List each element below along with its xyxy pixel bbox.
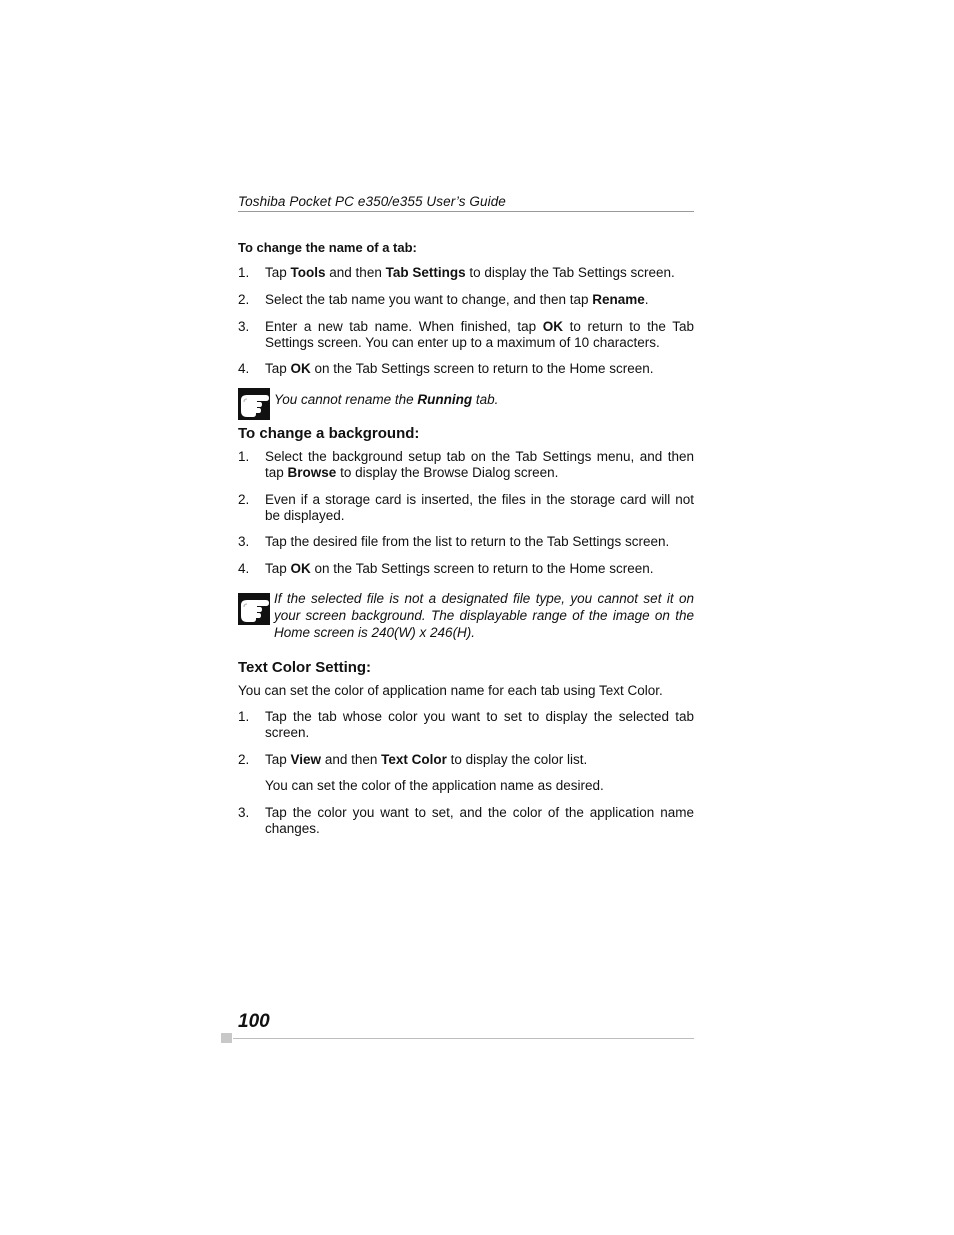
- step-text: Tap the tab whose color you want to set to display the selected tab screen.: [265, 709, 694, 740]
- step-number: 3.: [238, 805, 250, 820]
- footer-divider: [233, 1038, 694, 1039]
- step-text: Select the background setup tab on the Tab Settings menu, and then tap Browse to display the Browse Dialog screen.: [265, 449, 694, 480]
- hand-pointing-icon: [238, 593, 270, 625]
- step-text: Tap OK on the Tab Settings screen to return to the Home screen.: [265, 561, 654, 576]
- section-intro: You can set the color of application name for each tab using Text Color.: [238, 683, 663, 698]
- step-text: Tap View and then Text Color to display the color list.: [265, 752, 588, 767]
- step-text: Tap Tools and then Tab Settings to display the Tab Settings screen.: [265, 265, 675, 280]
- step-number: 2.: [238, 492, 250, 507]
- section-heading-text-color: Text Color Setting:: [238, 659, 372, 676]
- list-item: [238, 534, 694, 550]
- step-text: Tap the color you want to set, and the color of the application name changes.: [265, 805, 694, 836]
- step-number: 1.: [238, 709, 250, 724]
- step-number: 3.: [238, 534, 250, 549]
- running-header: Toshiba Pocket PC e350/e355 User’s Guide: [238, 194, 694, 212]
- step-number: 3.: [238, 319, 250, 334]
- step-text: Select the tab name you want to change, and then tap Rename.: [265, 292, 649, 307]
- list-item: [238, 265, 694, 281]
- step-number: 2.: [238, 752, 250, 767]
- list-item: [238, 805, 694, 837]
- list-item: [238, 561, 694, 577]
- note-text: If the selected file is not a designated file type, you cannot set it on your screen background. The displayable range of the image on the Home screen is 240(W) x 246(H).: [274, 591, 694, 640]
- step-continuation: [238, 778, 694, 794]
- list-item: [238, 709, 694, 741]
- list-item: [238, 492, 694, 524]
- section-heading-rename-tab: To change the name of a tab:: [238, 240, 417, 255]
- step-number: 2.: [238, 292, 250, 307]
- step-number: 1.: [238, 265, 250, 280]
- step-text: Tap the desired file from the list to return to the Tab Settings screen.: [265, 534, 670, 549]
- page-number: 100: [238, 1011, 270, 1032]
- section-heading-change-background: To change a background:: [238, 425, 420, 442]
- step-text: Enter a new tab name. When finished, tap OK to return to the Tab Settings screen. You can enter up to a maximum of 10 characters.: [265, 319, 694, 350]
- list-item: [238, 752, 694, 768]
- step-number: 4.: [238, 361, 250, 376]
- list-item: [238, 449, 694, 481]
- step-number: 4.: [238, 561, 250, 576]
- list-item: [238, 361, 694, 377]
- note-text: You cannot rename the Running tab.: [274, 392, 499, 407]
- step-number: 1.: [238, 449, 250, 464]
- hand-pointing-icon: [238, 388, 270, 420]
- footer-marker: [221, 1033, 232, 1043]
- list-item: [238, 319, 694, 351]
- step-text: Tap OK on the Tab Settings screen to return to the Home screen.: [265, 361, 654, 376]
- list-item: [238, 292, 694, 308]
- step-text: You can set the color of the application name as desired.: [265, 778, 604, 793]
- step-text: Even if a storage card is inserted, the files in the storage card will not be displayed.: [265, 492, 694, 523]
